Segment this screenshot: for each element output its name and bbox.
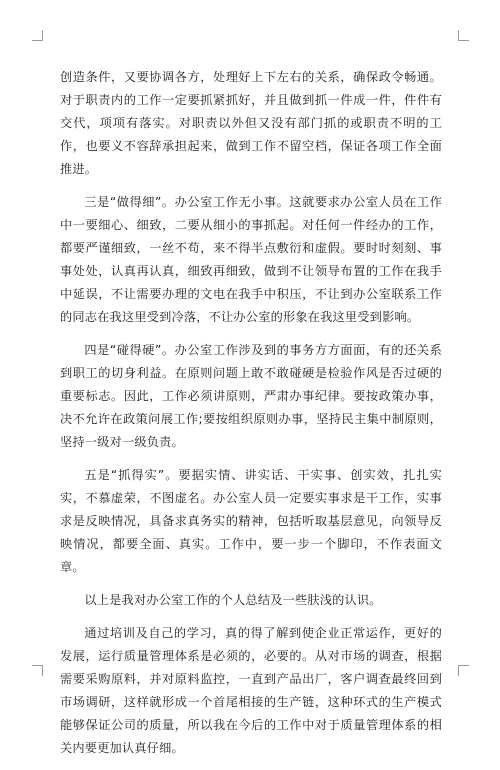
document-body bbox=[60, 66, 442, 770]
crop-mark-top-right bbox=[458, 30, 469, 41]
paragraph: 创造条件，又要协调各方，处理好上下左右的关系，确保政令畅通。对于职责内的工作一定要抓紧抓好，并且做到抓一件成一件，件件有交代，项项有落实。对职责以外但又没有部门抓的或职责不明的工作，也要义不容辞承担起来，做到工作不留空档，保证各项工作全面推进。 bbox=[60, 70, 442, 176]
paragraph: 以上是我对办公室工作的个人总结及一些肤浅的认识。 bbox=[84, 593, 382, 607]
paragraph: 三是“做得细”。办公室工作无小事。这就要求办公室人员在工作中一要细心、细致，二要从细小的事抓起。对任何一件经办的工作，都要严谨细致，一丝不苟，来不得半点敷衍和虚假。要时时刻刻、事事处处，认真再认真，细致再细致，做到不让领导布置的工作在我手中延误，不让需要办理的文电在我手中积压，不让到办公室联系工作的同志在我这里受到冷落，不让办公室的形象在我这里受到影响。 bbox=[60, 195, 442, 324]
crop-mark-top-left bbox=[32, 30, 43, 41]
paragraph: 五是“抓得实”。要据实情、讲实话、干实事、创实效，扎扎实实，不慕虚荣，不图虚名。办公室人员一定要实事求是干工作，实事求是反映情况，具备求真务实的精神，包括听取基层意见，向领导反映情况，都要全面、真实。工作中，要一步一个脚印，不作表面文章。 bbox=[60, 468, 442, 574]
crop-mark-bottom-left bbox=[32, 665, 43, 676]
crop-mark-bottom-right bbox=[458, 665, 469, 676]
paragraph: 四是“碰得硬”。办公室工作涉及到的事务方方面面，有的还关系到职工的切身利益。在原则问题上敢不敢碰硬是检验作风是否过硬的重要标志。因此，工作必须讲原则，严肃办事纪律。要按政策办事，决不允许在政策问展工作;要按组织原则办事，坚持民主集中制原则，坚持一级对一级负责。 bbox=[60, 343, 442, 449]
paragraph: 通过培训及自己的学习，真的得了解到使企业正常运作，更好的发展，运行质量管理体系是必须的，必要的。从对市场的调查，根据需要采购原料，并对原料监控，一直到产品出厂，客户调查最终回到市场调研，这样就形成一个首尾相接的生产链，这种环式的生产模式能够保证公司的质量，所以我在今后的工作中对于质量管理体系的相关内要更加认真仔细。 bbox=[60, 626, 442, 755]
